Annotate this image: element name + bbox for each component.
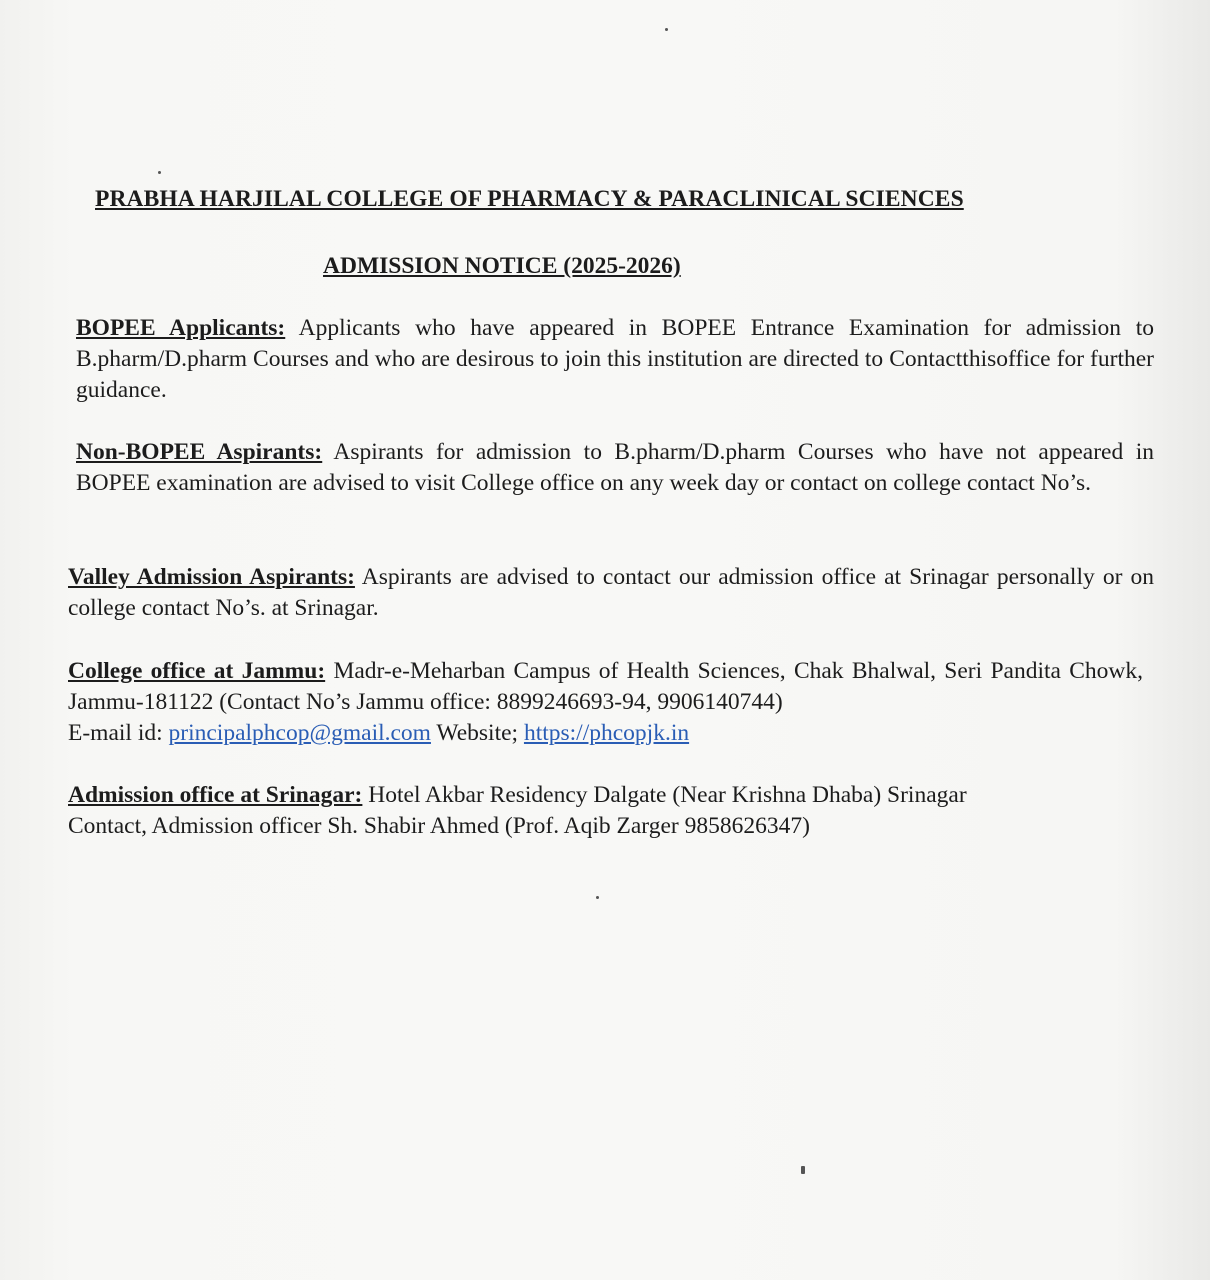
valley-admission-text: Aspirants are advised to contact our admission office at Srinagar personally or on college contact No’s. at Srinagar. (68, 564, 1154, 621)
email-label: E-mail id: (68, 720, 169, 746)
valley-admission-paragraph (68, 562, 1154, 624)
jammu-office-address: Madr-e-Meharban Campus of Health Sciences, Chak Bhalwal, Seri Pandita Chowk, Jammu-181122 (Contact No’s Jammu office: 8899246693-94, 9906140744) (68, 658, 1143, 715)
srinagar-office-label: Admission office at Srinagar: (68, 782, 363, 808)
college-name-heading: PRABHA HARJILAL COLLEGE OF PHARMACY & PARACLINICAL SCIENCES (95, 186, 964, 212)
website-label: Website; (430, 720, 524, 746)
srinagar-contact-line: Contact, Admission officer Sh. Shabir Ahmed (Prof. Aqib Zarger 9858626347) (68, 813, 810, 839)
bopee-applicants-label: BOPEE Applicants: (76, 315, 286, 341)
srinagar-address-line (68, 780, 1128, 811)
srinagar-address: Hotel Akbar Residency Dalgate (Near Krishna Dhaba) Srinagar (362, 782, 967, 808)
jammu-office-address-block (68, 656, 1143, 718)
bopee-applicants-text: Applicants who have appeared in BOPEE Entrance Examination for admission to B.pharm/D.pharm Courses and who are desirous to join this institution are directed to Contactthisoffice for further guidance. (76, 315, 1155, 403)
valley-admission-label: Valley Admission Aspirants: (68, 564, 355, 590)
jammu-office-paragraph (68, 656, 1143, 749)
non-bopee-aspirants-label: Non-BOPEE Aspirants: (76, 439, 323, 465)
scan-speck (665, 28, 668, 31)
scan-speck (158, 171, 161, 174)
jammu-contact-line (68, 718, 1143, 749)
bopee-applicants-paragraph (76, 313, 1154, 406)
jammu-office-label: College office at Jammu: (68, 658, 326, 684)
email-link[interactable]: principalphcop@gmail.com (168, 720, 431, 746)
notice-title-heading: ADMISSION NOTICE (2025-2026) (323, 253, 681, 279)
scan-speck (596, 896, 599, 899)
scan-speck (801, 1166, 805, 1174)
srinagar-office-paragraph (68, 780, 1128, 842)
non-bopee-aspirants-text: Aspirants for admission to B.pharm/D.pharm Courses who have not appeared in BOPEE examination are advised to visit College office on any week day or contact on college contact No’s. (76, 439, 1154, 496)
website-link[interactable]: https://phcopjk.in (523, 720, 690, 746)
non-bopee-aspirants-paragraph (76, 437, 1154, 499)
